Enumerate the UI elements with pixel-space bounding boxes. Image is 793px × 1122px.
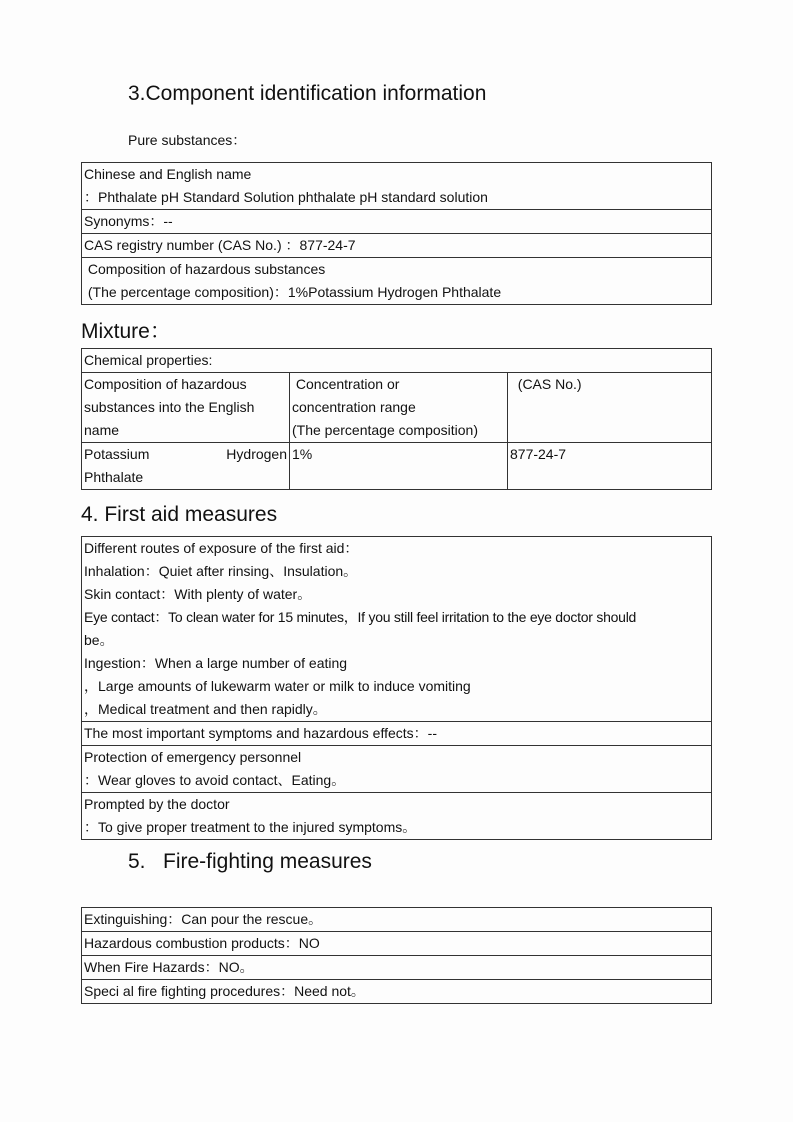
table-row — [82, 956, 712, 980]
table-row — [82, 163, 712, 210]
row-text: Different routes of exposure of the first aid： — [84, 540, 359, 556]
table-row — [82, 537, 712, 722]
pure-substances-label: Pure substances： — [128, 132, 247, 148]
row-text: ：Phthalate pH Standard Solution phthalate pH standard solution — [84, 189, 488, 205]
table-row — [82, 722, 712, 746]
row-text: ，Medical treatment and then rapidly。 — [84, 701, 327, 717]
row-text: CAS registry number (CAS No.) ：877-24-7 — [84, 237, 356, 253]
section-5-title: 5. Fire-fighting measures — [128, 850, 372, 873]
table-row — [82, 234, 712, 258]
row-text: Synonyms：-- — [84, 213, 173, 229]
substance-name-part: Hydrogen — [226, 446, 287, 462]
row-text: Eye contact：To clean water for 15 minutes，If you still feel irritation to the eye doctor should — [84, 609, 637, 625]
row-text: Composition of hazardous substances — [84, 261, 326, 277]
fire-fighting-table — [81, 907, 712, 1004]
table-row — [82, 443, 712, 490]
table-row — [82, 258, 712, 305]
section-4-title: 4. First aid measures — [81, 503, 278, 526]
table-row — [82, 210, 712, 234]
col2-text: (The percentage composition) — [292, 422, 478, 438]
table-row — [82, 349, 712, 373]
row-text: Prompted by the doctor — [84, 796, 230, 812]
pure-substances-table — [81, 162, 712, 305]
col2-text: concentration range — [292, 399, 416, 415]
row-text: Skin contact：With plenty of water。 — [84, 586, 312, 602]
cas-value: 877-24-7 — [508, 443, 712, 490]
row-text: Extinguishing：Can pour the rescue。 — [82, 908, 712, 932]
mixture-header: Chemical properties: — [82, 349, 712, 373]
first-aid-table — [81, 536, 712, 840]
row-text: Inhalation：Quiet after rinsing、Insulation。 — [84, 563, 358, 579]
row-text: ，Large amounts of lukewarm water or milk to induce vomiting — [84, 678, 471, 694]
row-text: be。 — [84, 632, 114, 648]
row-text: Ingestion：When a large number of eating — [84, 655, 348, 671]
row-text: ：Wear gloves to avoid contact、Eating。 — [84, 772, 346, 788]
col1-text: name — [84, 422, 120, 438]
row-text: ：To give proper treatment to the injured symptoms。 — [84, 819, 417, 835]
col2-text: Concentration or — [292, 376, 400, 392]
table-row — [82, 908, 712, 932]
row-text: The most important symptoms and hazardous effects：-- — [84, 725, 437, 741]
row-text: Protection of emergency personnel — [84, 749, 302, 765]
substance-name-part: Potassium — [84, 446, 150, 462]
row-text: Speci al fire fighting procedures：Need not。 — [82, 980, 712, 1004]
col3-text: (CAS No.) — [510, 376, 582, 392]
substance-name-part: Phthalate — [84, 469, 144, 485]
row-text: Chinese and English name — [84, 166, 252, 182]
table-row — [82, 373, 712, 443]
col1-text: Composition of hazardous — [84, 376, 247, 392]
row-text: When Fire Hazards：NO。 — [82, 956, 712, 980]
table-row — [82, 932, 712, 956]
row-text: Hazardous combustion products：NO — [82, 932, 712, 956]
concentration-value: 1% — [290, 443, 508, 490]
section-3-title: 3.Component identification information — [128, 82, 487, 105]
mixture-title: Mixture： — [81, 320, 171, 343]
table-row — [82, 980, 712, 1004]
mixture-table — [81, 348, 712, 490]
table-row — [82, 793, 712, 840]
row-text: (The percentage composition)：1%Potassium Hydrogen Phthalate — [84, 284, 502, 300]
col1-text: substances into the English — [84, 399, 255, 415]
table-row — [82, 746, 712, 793]
